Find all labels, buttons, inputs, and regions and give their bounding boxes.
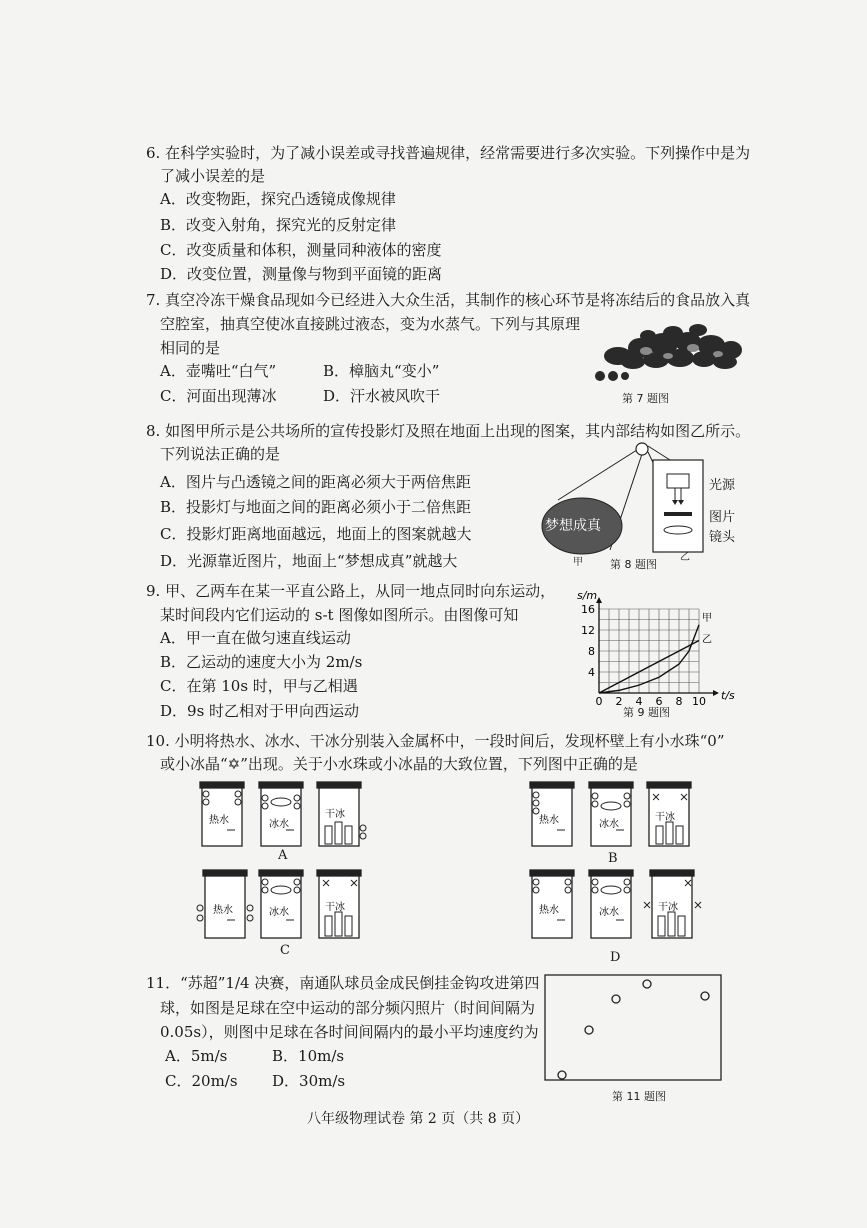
option-b-ice-label: 冰水 (599, 819, 619, 830)
q7-option-c: C．河面出现薄冰 (160, 387, 277, 405)
option-d-dry-label: 干冰 (658, 902, 678, 913)
q7-stem-line3: 相同的是 (160, 339, 221, 357)
q9-option-a: A．甲一直在做匀速直线运动 (160, 629, 351, 647)
q8-stem-line1: 8. 如图甲所示是公共场所的宣传投影灯及照在地面上出现的图案，其内部结构如图乙所示。 (146, 422, 751, 440)
football-strobe-photo (544, 974, 724, 1084)
q11-stem-line3: 0.05s），则图中足球在各时间间隔内的最小平均速度约为 (160, 1023, 539, 1041)
option-d-label: D (610, 950, 621, 965)
q11-option-a: A．5m/s (165, 1047, 228, 1065)
option-b-label: B (608, 851, 618, 866)
figure-jia-label: 甲 (573, 557, 583, 568)
option-c-cups (195, 868, 385, 944)
q6-option-a: A．改变物距，探究凸透镜成像规律 (160, 190, 396, 208)
ball-position-4 (643, 980, 651, 988)
option-d-cups (525, 868, 715, 944)
q6-option-b: B．改变入射角，探究光的反射定律 (160, 216, 397, 234)
ball-position-5 (701, 992, 709, 1000)
q11-option-b: B．10m/s (272, 1047, 345, 1065)
ball-position-1 (558, 1071, 566, 1079)
figure-yi-label: 乙 (680, 552, 690, 563)
picture-label: 图片 (709, 510, 736, 525)
q11-stem-line2: 球，如图是足球在空中运动的部分频闪照片（时间间隔为 (160, 999, 536, 1017)
series-label-jia: 甲 (702, 612, 712, 624)
y-tick-label: 12 (581, 624, 595, 637)
lens-label: 镜头 (709, 530, 736, 545)
option-a-ice-label: 冰水 (269, 819, 289, 830)
q8-option-d: D．光源靠近图片，地面上“梦想成真”就越大 (160, 552, 458, 570)
option-a-label: A (278, 848, 288, 863)
q9-figure-caption: 第 9 题图 (623, 706, 670, 719)
option-a-dry-label: 干冰 (325, 809, 345, 820)
q9-option-d: D．9s 时乙相对于甲向西运动 (160, 702, 360, 720)
projected-pattern-text: 梦想成真 (545, 518, 601, 534)
q7-option-a: A．壶嘴吐“白气” (160, 362, 277, 380)
q10-stem-line1: 10. 小明将热水、冰水、干冰分别装入金属杯中，一段时间后，发现杯壁上有小水珠“0” (146, 732, 725, 750)
x-axis-label: t/s (721, 689, 735, 702)
light-source-label: 光源 (709, 478, 736, 493)
q8-option-b: B．投影灯与地面之间的距离必须小于二倍焦距 (160, 498, 472, 516)
series-label-yi: 乙 (702, 634, 712, 646)
q7-stem-line1: 7. 真空冷冻干燥食品现如今已经进入大众生活，其制作的核心环节是将冻结后的食品放入真 (146, 291, 751, 309)
option-d-hot-label: 热水 (539, 905, 559, 916)
option-c-hot-label: 热水 (213, 905, 233, 916)
option-a-cups (195, 780, 385, 850)
ball-position-2 (585, 1026, 593, 1034)
option-d-ice-label: 冰水 (599, 907, 619, 918)
freeze-dried-food-image (578, 318, 746, 390)
q8-option-a: A．图片与凸透镜之间的距离必须大于两倍焦距 (160, 473, 471, 491)
option-c-dry-label: 干冰 (325, 902, 345, 913)
q8-figure-caption: 第 8 题图 (610, 558, 657, 571)
q11-figure-caption: 第 11 题图 (612, 1090, 666, 1103)
q6-option-d: D．改变位置，测量像与物到平面镜的距离 (160, 265, 443, 283)
x-tick-label: 0 (595, 695, 603, 708)
projector-figure (530, 438, 745, 568)
q9-stem-line2: 某时间段内它们运动的 s-t 图像如图所示。由图像可知 (160, 606, 519, 624)
q6-stem-line2: 了减小误差的是 (160, 167, 266, 185)
q9-option-b: B．乙运动的速度大小为 2m/s (160, 653, 363, 671)
option-b-cups (525, 780, 715, 850)
x-tick-label: 10 (692, 695, 706, 708)
y-tick-label: 16 (581, 603, 595, 616)
option-a-hot-label: 热水 (209, 815, 229, 826)
q10-stem-line2: 或小冰晶“✡”出现。关于小水珠或小冰晶的大致位置，下列图中正确的是 (160, 755, 638, 773)
q9-option-c: C．在第 10s 时，甲与乙相遇 (160, 677, 358, 695)
option-c-ice-label: 冰水 (269, 907, 289, 918)
q8-option-c: C．投影灯距离地面越远，地面上的图案就越大 (160, 525, 472, 543)
q6-option-c: C．改变质量和体积，测量同种液体的密度 (160, 241, 442, 259)
page-footer: 八年级物理试卷 第 2 页（共 8 页） (307, 1111, 530, 1127)
q8-stem-line2: 下列说法正确的是 (160, 445, 281, 463)
ball-position-3 (612, 995, 620, 1003)
option-b-hot-label: 热水 (539, 815, 559, 826)
q7-figure-caption: 第 7 题图 (622, 392, 669, 405)
option-b-dry-label: 干冰 (655, 812, 675, 823)
x-tick-label: 6 (655, 695, 663, 708)
s-t-chart (575, 585, 745, 715)
q6-stem-line1: 6. 在科学实验时，为了减小误差或寻找普遍规律，经常需要进行多次实验。下列操作中是为 (146, 144, 751, 162)
q7-stem-line2: 空腔室，抽真空使冰直接跳过液态，变为水蒸气。下列与其原理 (160, 315, 581, 333)
q11-stem-line1: 11．“苏超”1/4 决赛，南通队球员金成民倒挂金钩攻进第四 (146, 974, 540, 992)
q11-option-c: C．20m/s (165, 1072, 238, 1090)
q7-option-b: B．樟脑丸“变小” (323, 362, 440, 380)
y-tick-label: 8 (588, 645, 595, 658)
option-c-label: C (280, 943, 290, 958)
q9-stem-line1: 9. 甲、乙两车在某一平直公路上，从同一地点同时向东运动， (146, 582, 556, 600)
y-tick-label: 4 (588, 666, 595, 679)
q11-option-d: D．30m/s (272, 1072, 346, 1090)
x-tick-label: 4 (635, 695, 643, 708)
q7-option-d: D．汗水被风吹干 (323, 387, 441, 405)
x-tick-label: 2 (615, 695, 623, 708)
y-axis-label: s/m (577, 589, 598, 602)
x-axis-arrow (713, 690, 719, 696)
x-tick-label: 8 (675, 695, 683, 708)
